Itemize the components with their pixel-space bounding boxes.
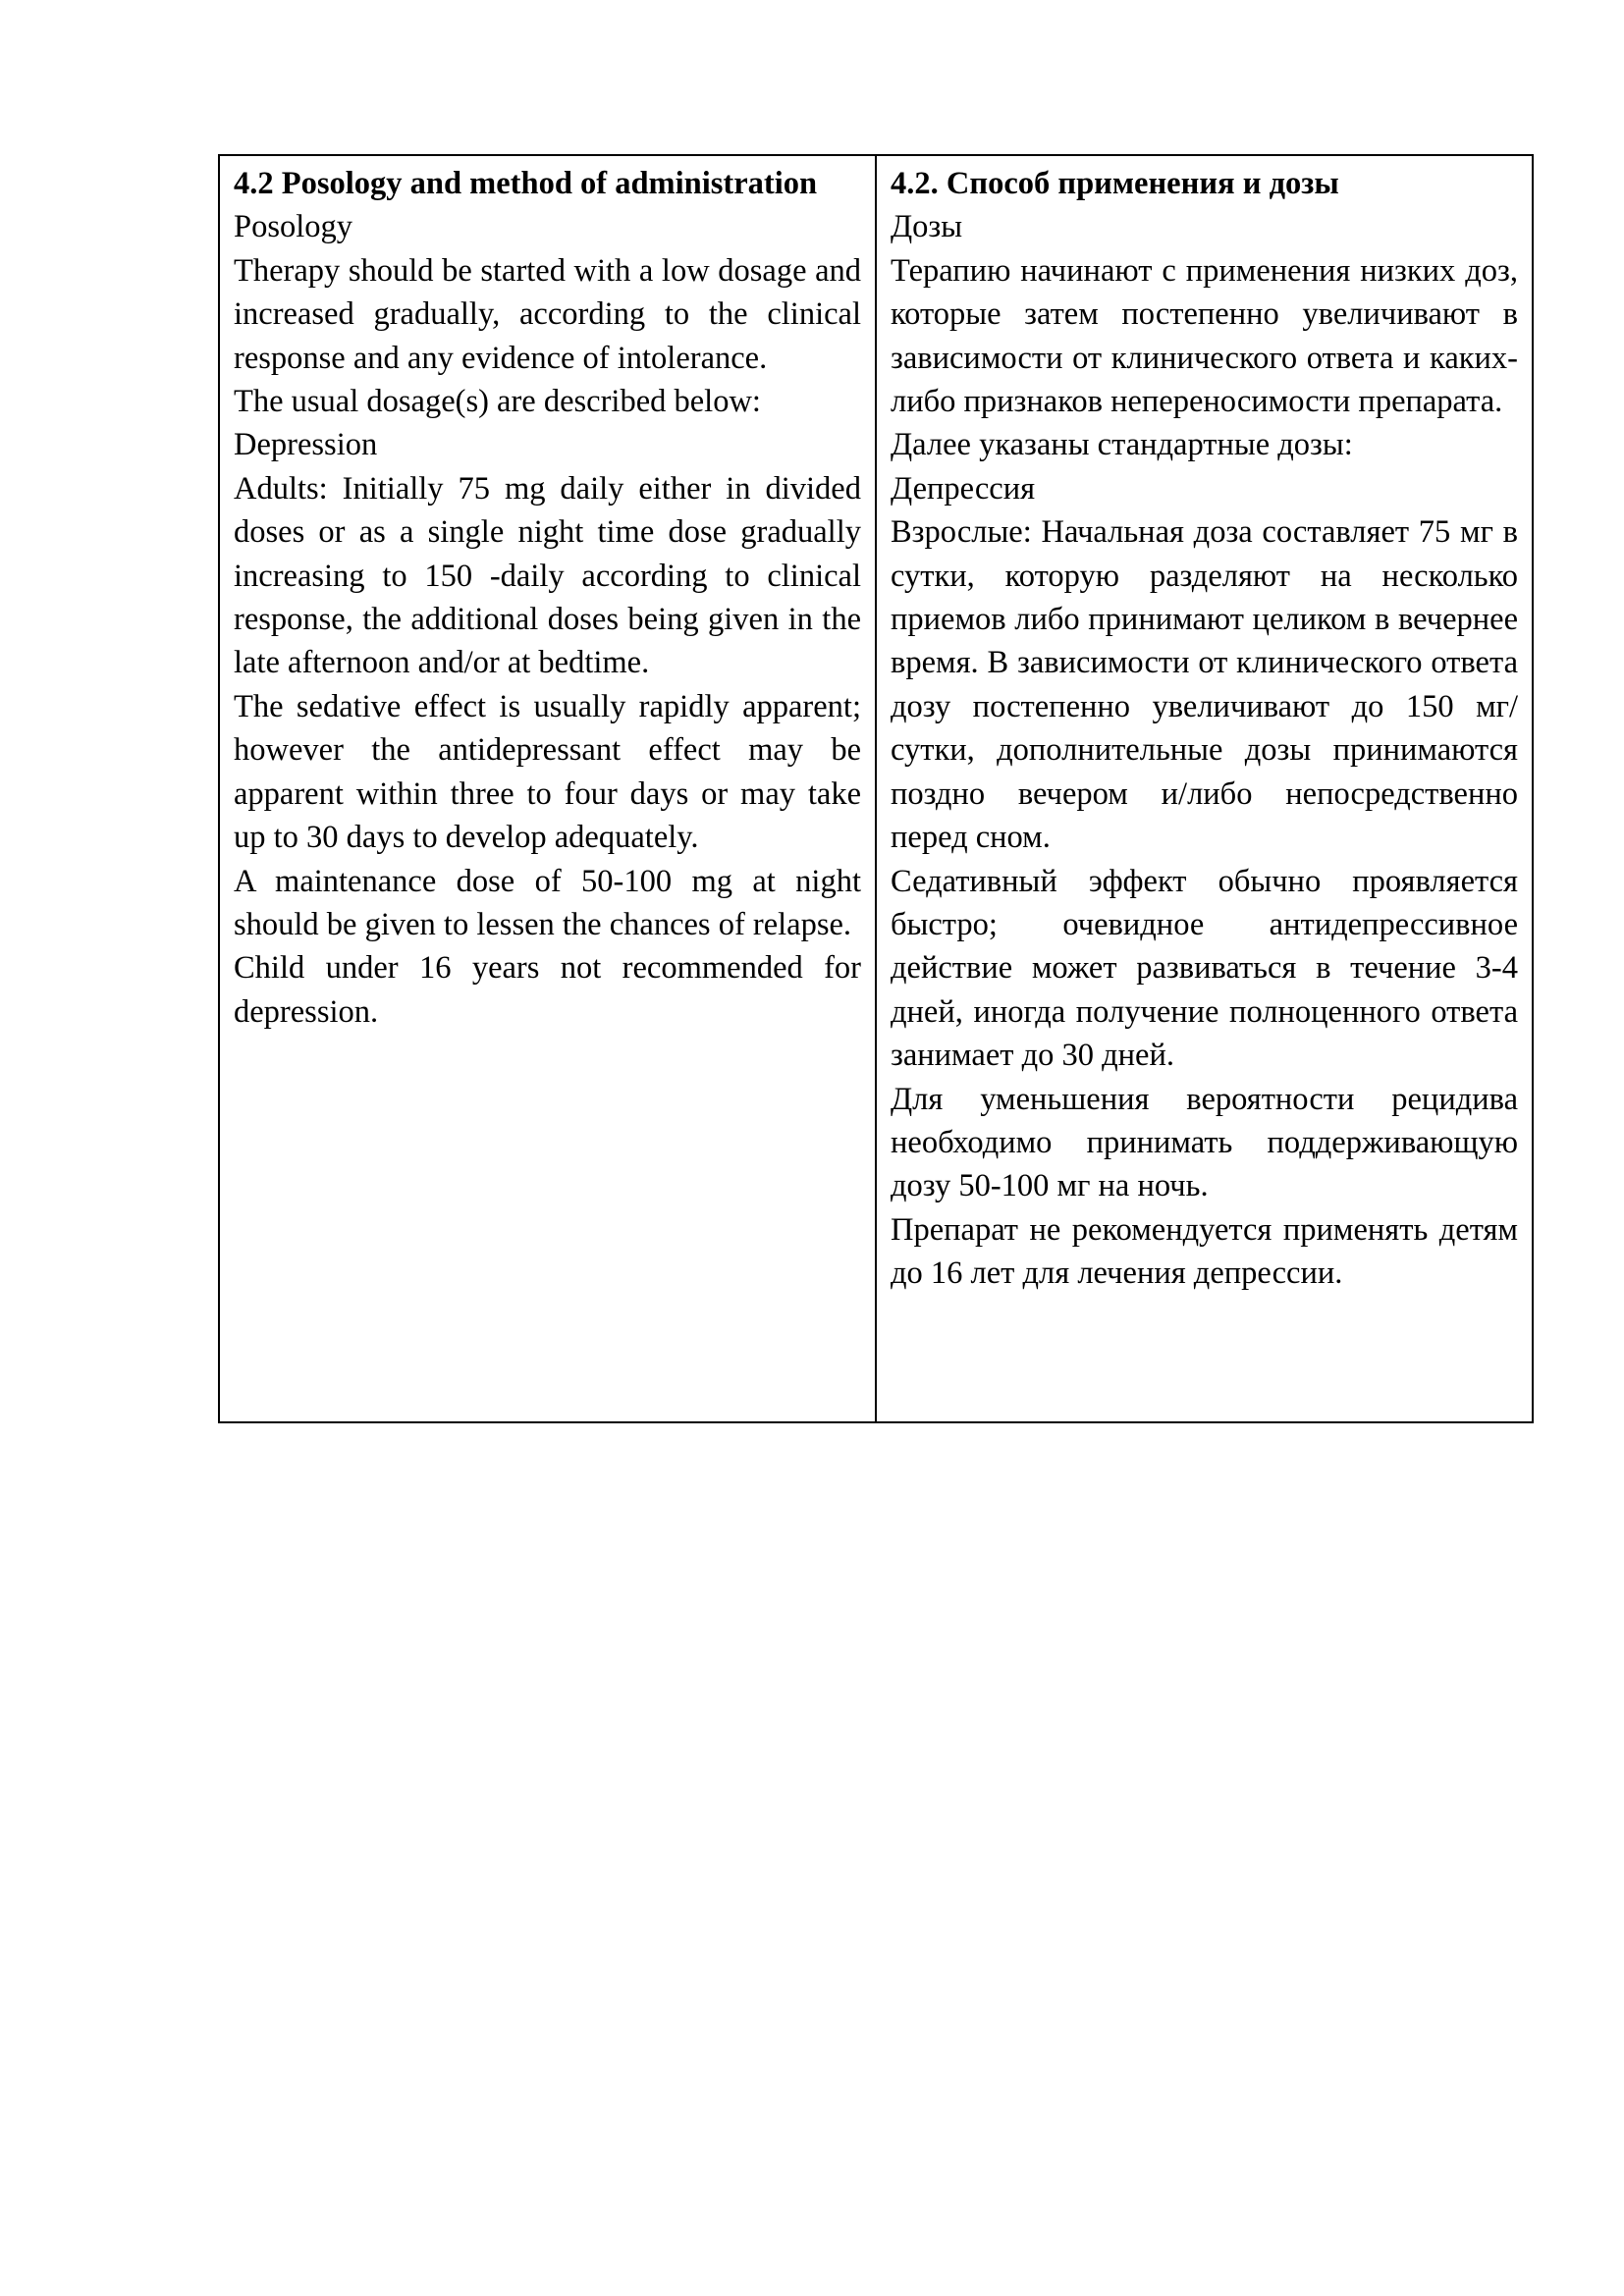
russian-column-cell	[876, 155, 1533, 1422]
russian-paragraph-maintenance: Для уменьшения вероятности рецидива необходимо принимать поддерживающую дозу 50-100 мг на ночь.	[891, 1081, 1518, 1204]
english-column-cell	[219, 155, 876, 1422]
english-paragraph-depression: Depression	[234, 427, 378, 463]
english-paragraph-therapy: Therapy should be started with a low dosage and increased gradually, according to the clinical response and any evidence of intolerance.	[234, 252, 861, 376]
english-paragraph-sedative: The sedative effect is usually rapidly apparent; however the antidepressant effect may be apparent within three to four days or may take up to 30 days to develop adequately.	[234, 688, 861, 856]
russian-subheading: Дозы	[891, 209, 963, 245]
english-section-heading: 4.2 Posology and method of administration	[234, 166, 818, 201]
russian-paragraph-therapy: Терапию начинают с применения низких доз, которые затем постепенно увеличивают в зависимости от клинического ответа и каких-либо признаков непереносимости препарата.	[891, 252, 1518, 420]
russian-paragraph-children: Препарат не рекомендуется применять детям до 16 лет для лечения депрессии.	[891, 1211, 1518, 1292]
english-paragraph-maintenance: A maintenance dose of 50-100 mg at night should be given to lessen the chances of relapse.	[234, 863, 861, 942]
russian-paragraph-usual-dosage: Далее указаны стандартные дозы:	[891, 427, 1353, 463]
russian-paragraph-adults: Взрослые: Начальная доза составляет 75 мг в сутки, которую разделяют на несколько приемов либо принимают целиком в вечернее время. В зависимости от клинического ответа дозу постепенно увеличивают до 150 мг/сутки, дополнительные дозы принимаются поздно вечером и/либо непосредственно перед сном.	[891, 514, 1518, 856]
english-subheading: Posology	[234, 209, 353, 245]
table-row	[219, 155, 1533, 1422]
russian-paragraph-sedative: Седативный эффект обычно проявляется быстро; очевидное антидепрессивное действие может развиваться в течение 3-4 дней, иногда получение полноценного ответа занимает до 30 дней.	[891, 863, 1518, 1074]
english-paragraph-adults: Adults: Initially 75 mg daily either in divided doses or as a single night time dose gradually increasing to 150 -daily according to clinical response, the additional doses being given in the late afternoon and/or at bedtime.	[234, 470, 861, 681]
russian-section-heading: 4.2. Способ применения и дозы	[891, 166, 1339, 201]
english-paragraph-usual-dosage: The usual dosage(s) are described below:	[234, 384, 761, 420]
english-paragraph-children: Child under 16 years not recommended for depression.	[234, 950, 861, 1030]
russian-paragraph-depression: Депрессия	[891, 470, 1036, 507]
bilingual-section-table	[218, 154, 1534, 1423]
